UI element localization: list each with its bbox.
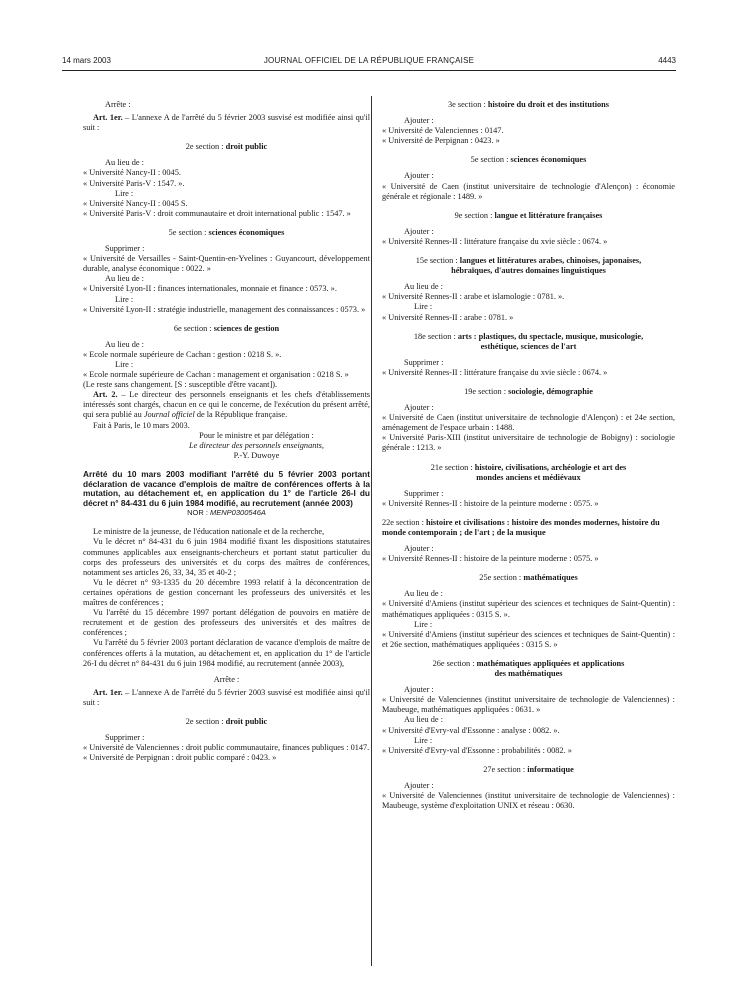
entry: « Université Rennes-II : littérature française du xvie siècle : 0674. » [382, 236, 608, 246]
note: (Le reste sans changement. [S : susceptible d'être vacant]). [83, 380, 278, 390]
instruction: Au lieu de : [404, 282, 443, 292]
section-heading: 5e section : sciences économiques [470, 155, 587, 165]
header-rule [62, 70, 676, 71]
entry: « Ecole normale supérieure de Cachan : gestion : 0218 S. ». [83, 349, 282, 359]
arrete-heading: Arrête : [213, 674, 240, 684]
entry: « Université de Versailles - Saint-Quentin-en-Yvelines : Guyancourt, développement durable, analyse économique : 0022. » [83, 254, 370, 274]
section-heading: 3e section : histoire du droit et des institutions [447, 100, 610, 109]
instruction: Supprimer : [105, 733, 145, 743]
instruction: Ajouter : [404, 116, 434, 126]
instruction: Ajouter : [404, 685, 434, 695]
entry: « Université d'Evry-val d'Essonne : analyse : 0082. ». [382, 725, 560, 735]
section-heading: 2e section : droit public [185, 142, 268, 152]
instruction: Au lieu de : [404, 589, 443, 599]
article-1: Art. 1er. – L'annexe A de l'arrêté du 5 février 2003 susvisé est modifiée ainsi qu'il suit : [83, 687, 370, 707]
section-heading: 5e section : sciences économiques [168, 227, 285, 237]
visa: Vu l'arrêté du 15 décembre 1997 portant délégation de pouvoirs en matière de recrutement et de gestion des professeurs des universités et des maîtres de conférences ; [83, 608, 370, 638]
entry: « Université Rennes-II : histoire de la peinture moderne : 0575. » [382, 498, 599, 508]
entry: « Université Rennes-II : littérature française du xvie siècle : 0674. » [382, 367, 608, 377]
entry: « Université de Perpignan : 0423. » [382, 136, 500, 146]
section-heading: 15e section : langues et littératures arabes, chinoises, japonaises, hébraïques, d'autres domaines linguistiques [415, 256, 642, 276]
page-header [62, 56, 676, 68]
entry: « Université Nancy-II : 0045. [83, 168, 181, 178]
instruction: Au lieu de : [404, 715, 443, 725]
instruction: Supprimer : [404, 488, 444, 498]
entry: « Université Lyon-II : finances internationales, monnaie et finance : 0573. ». [83, 284, 337, 294]
entry: « Université de Perpignan : droit public comparé : 0423. » [83, 753, 277, 763]
instruction: Supprimer : [404, 357, 444, 367]
header-journal-title: JOURNAL OFFICIEL DE LA RÉPUBLIQUE FRANÇAISE [263, 56, 475, 65]
header-date: 14 mars 2003 [62, 56, 111, 65]
instruction: Lire : [414, 735, 433, 745]
instruction: Lire : [115, 359, 134, 369]
section-heading: 2e section : droit public [185, 716, 268, 726]
section-heading: 27e section : informatique [483, 764, 574, 774]
instruction: Ajouter : [404, 544, 434, 554]
instruction: Ajouter : [404, 403, 434, 413]
entry: « Université Rennes-II : arabe et islamologie : 0781. ». [382, 292, 565, 302]
instruction: Lire : [115, 294, 134, 304]
arrete-heading: Arrête : [105, 100, 131, 109]
instruction: Au lieu de : [105, 158, 144, 168]
entry: « Université Paris-V : 1547. ». [83, 178, 185, 188]
entry: « Université de Valenciennes (institut universitaire de technologie de Valenciennes) : Maubeuge, système d'exploitation UNIX et réseau : 0630. [382, 790, 675, 811]
right-column [382, 100, 675, 811]
article-1: Art. 1er. – L'annexe A de l'arrêté du 5 février 2003 susvisé est modifiée ainsi qu'il suit : [83, 113, 370, 133]
entry: « Université Paris-XIII (institut universitaire de technologie de Bobigny) : sociologie générale : 1213. » [382, 433, 675, 453]
instruction: Lire : [414, 302, 433, 312]
entry: « Université Nancy-II : 0045 S. [83, 198, 188, 208]
instruction: Ajouter : [404, 780, 434, 790]
instruction: Au lieu de : [105, 274, 144, 284]
entry: « Université Lyon-II : stratégie industrielle, management des connaissances : 0573. » [83, 304, 366, 314]
nor-reference: NOR : MENP0300546A [187, 508, 266, 518]
entry: « Université d'Amiens (institut supérieur des sciences et techniques de Saint-Quentin) : et 26e section, mathématiques appliquées : 0315 S. » [382, 629, 675, 649]
entry: « Université de Valenciennes (institut universitaire de technologie de Valenciennes) : Maubeuge, mathématiques appliquées : 0631. » [382, 695, 675, 715]
entry: « Université Paris-V : droit communautaire et droit international public : 1547. » [83, 208, 351, 218]
signature-name: P.-Y. Duwoye [233, 450, 280, 460]
column-divider [371, 96, 372, 966]
decree-title: Arrêté du 10 mars 2003 modifiant l'arrêté du 5 février 2003 portant déclaration de vacance d'emplois de maître de conférences offerts à la mutation, au détachement et, en application du 1° de l'article 26-I du décret n° 84-431 du 6 juin 1984 modifié, au recrutement (année 2003) [83, 468, 370, 508]
entry: « Université d'Evry-val d'Essonne : probabilités : 0082. » [382, 745, 572, 755]
header-page-number: 4443 [658, 56, 676, 65]
left-column [83, 100, 370, 763]
instruction: Au lieu de : [105, 339, 144, 349]
section-heading: 18e section : arts : plastiques, du spectacle, musique, musicologie, esthétique, sciences de l'art [413, 331, 644, 351]
signature-role: Le directeur des personnels enseignants, [189, 440, 324, 450]
preamble: Le ministre de la jeunesse, de l'éducation nationale et de la recherche, [93, 527, 325, 537]
visa: Vu le décret n° 93-1335 du 20 décembre 1993 relatif à la déconcentration de certaines opérations de gestion concernant les professeurs des universités et les maîtres de conférences ; [83, 577, 370, 608]
signature-date: Fait à Paris, le 10 mars 2003. [93, 420, 190, 430]
visa: Vu l'arrêté du 5 février 2003 portant déclaration de vacance d'emplois de maître de conférences offerts à la mutation, au détachement et, en application du 1° de l'article 26-I du décret n° 84-431 du 6 juin 1984 modifié, au recrutement (année 2003), [83, 638, 370, 668]
entry: « Université Rennes-II : arabe : 0781. » [382, 312, 514, 322]
section-heading: 25e section : mathématiques [479, 573, 578, 583]
section-heading: 6e section : sciences de gestion [173, 323, 280, 333]
article-2: Art. 2. – Le directeur des personnels enseignants et les chefs d'établissements intéressés sont chargés, chacun en ce qui le concerne, de l'exécution du présent arrêté, qui sera publié au Journal officiel de la République française. [83, 390, 370, 420]
section-heading: 9e section : langue et littérature françaises [454, 210, 603, 220]
instruction: Lire : [115, 188, 134, 198]
visa: Vu le décret n° 84-431 du 6 juin 1984 modifié fixant les dispositions statutaires communes applicables aux enseignants-chercheurs et portant statut particulier du corps des professeurs des universités et du corps des maîtres de conférences, notamment ses articles 26, 33, 34, 35 et 40-2 ; [83, 537, 370, 577]
signature-delegation: Pour le ministre et par délégation : [199, 430, 314, 440]
section-heading: 19e section : sociologie, démographie [464, 386, 593, 396]
section-heading: 22e section : histoire et civilisations : histoire des mondes modernes, histoire du monde contemporain ; de l'art ; de la musique [382, 517, 660, 537]
entry: « Université de Caen (institut universitaire de technologie d'Alençon) : et 24e section, aménagement de l'espace urbain : 1488. [382, 413, 675, 433]
instruction: Lire : [414, 619, 433, 629]
entry: « Ecole normale supérieure de Cachan : management et organisation : 0218 S. » [83, 370, 349, 380]
entry: « Université Rennes-II : histoire de la peinture moderne : 0575. » [382, 554, 599, 564]
instruction: Ajouter : [404, 226, 434, 236]
entry: « Université de Valenciennes : droit public communautaire, finances publiques : 0147. [83, 743, 370, 753]
section-heading: 26e section : mathématiques appliquées et applications des mathématiques [432, 658, 625, 679]
instruction: Ajouter : [404, 171, 434, 181]
entry: « Université de Valenciennes : 0147. [382, 126, 504, 136]
entry: « Université d'Amiens (institut supérieur des sciences et techniques de Saint-Quentin) : mathématiques appliquées : 0315 S. ». [382, 599, 675, 619]
instruction: Supprimer : [105, 244, 145, 254]
entry: « Université de Caen (institut universitaire de technologie d'Alençon) : économie générale et régionale : 1489. » [382, 181, 675, 201]
section-heading: 21e section : histoire, civilisations, archéologie et art des mondes anciens et médiévaux [430, 462, 627, 482]
